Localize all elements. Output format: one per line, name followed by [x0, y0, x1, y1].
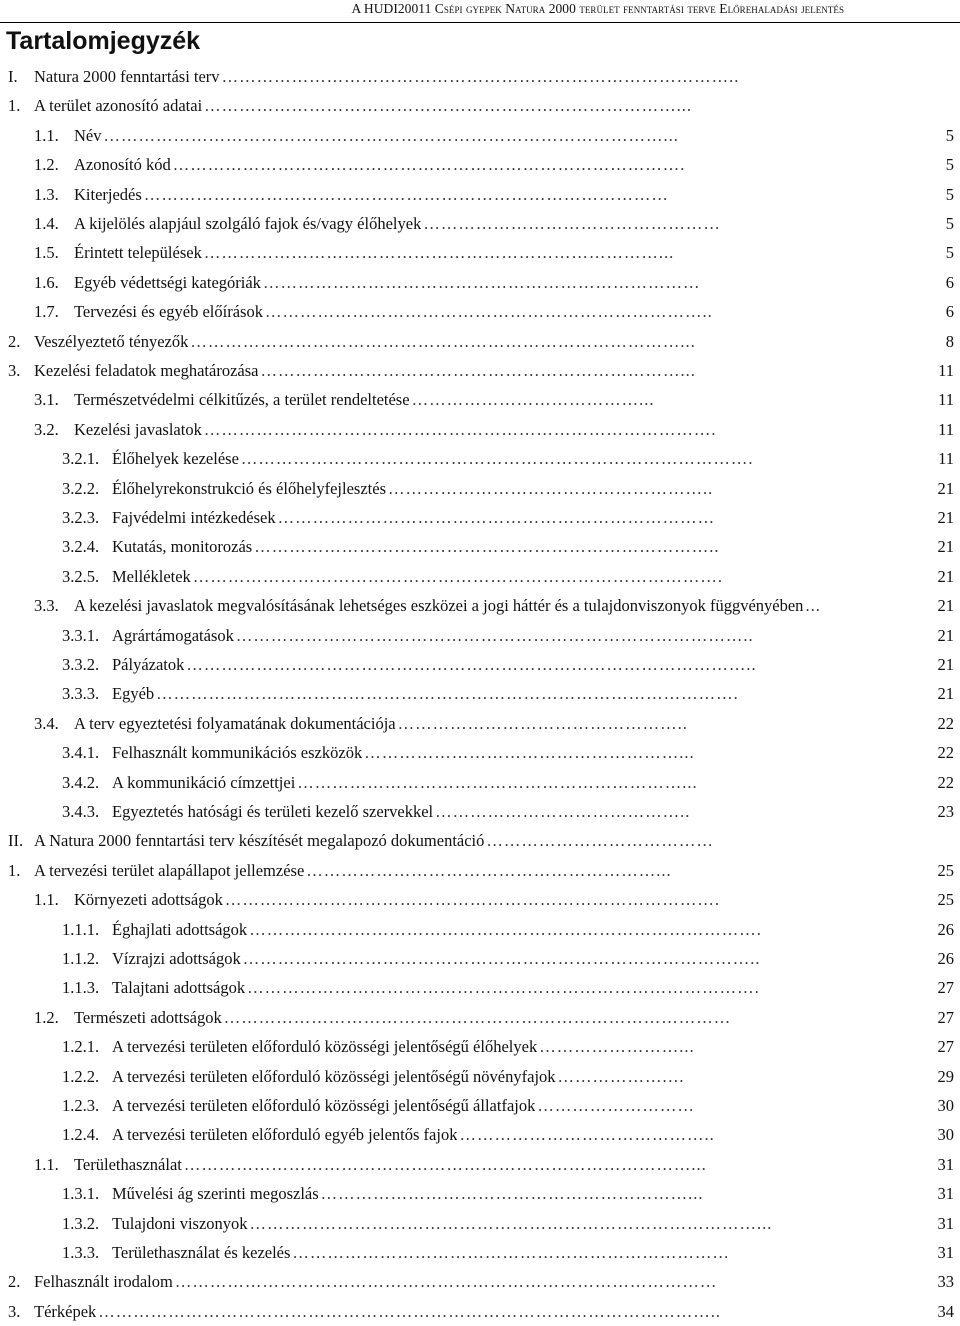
toc-entry-number: 3.4.1.	[62, 743, 100, 763]
toc-entry[interactable]	[0, 562, 960, 591]
toc-page-number: 26	[937, 949, 954, 968]
toc-entry-number: 1.	[8, 860, 21, 880]
toc-entry-number: 1.2.1.	[62, 1037, 100, 1057]
toc-entry[interactable]	[0, 356, 960, 385]
toc-entry[interactable]	[0, 826, 960, 855]
toc-page-number: 5	[945, 155, 954, 175]
toc-entry-number: I.	[8, 67, 18, 86]
toc-entry-number: 3.1.	[34, 390, 59, 410]
toc-page-number: 25	[937, 890, 954, 910]
toc-entry-label: Felhasznált irodalom	[34, 1272, 173, 1292]
toc-entry[interactable]	[0, 797, 960, 826]
toc-entry[interactable]	[0, 709, 960, 738]
toc-entry-label: Pályázatok	[112, 655, 185, 674]
toc-page-number: 21	[937, 655, 954, 674]
toc-entry-number: 2.	[8, 1272, 21, 1292]
toc-entry-label: Éghajlati adottságok	[112, 919, 248, 939]
toc-page-number: 31	[937, 1154, 954, 1174]
toc-entry[interactable]	[0, 738, 960, 767]
toc-page-number: 31	[937, 1213, 954, 1233]
toc-leader-dots: ……………………………………………………………………………...	[183, 1154, 707, 1174]
toc-entry-number: 3.3.	[34, 596, 59, 616]
toc-page-number: 11	[938, 361, 954, 380]
toc-page-number: 34	[937, 1301, 954, 1321]
toc-entry-label: Fajvédelmi intézkedések	[112, 508, 276, 527]
toc-entry[interactable]	[0, 591, 960, 620]
toc-page-number: 27	[937, 1037, 954, 1057]
toc-leader-dots: …………………………………………………………………………...	[190, 331, 696, 351]
toc-leader-dots: ………………………………………………………………...	[260, 361, 696, 380]
toc-entry-number: 1.3.	[34, 184, 59, 204]
toc-entry-number: 3.4.2.	[62, 772, 100, 792]
toc-page-number: 22	[937, 743, 954, 763]
toc-entry-label: A tervezési területen előforduló közösségi jelentőségű állatfajok	[112, 1096, 536, 1115]
toc-entry-number: 3.2.3.	[62, 508, 100, 527]
toc-page-number: 23	[937, 802, 954, 821]
toc-entry-number: 1.2.	[34, 155, 59, 175]
toc-leader-dots: ……………………………………………………………………………	[223, 1007, 732, 1027]
toc-leader-dots: ……………………………………..	[435, 802, 691, 821]
toc-leader-dots: …………………………………………………………………	[262, 272, 701, 292]
toc-entry-label: A Natura 2000 fenntartási terv készítését megalapozó dokumentáció	[34, 831, 485, 851]
toc-leader-dots: ………………………………………………...	[364, 743, 695, 763]
toc-page-number: 27	[937, 978, 954, 998]
toc-entry-label: Talajtani adottságok	[112, 978, 246, 998]
toc-entry[interactable]	[0, 944, 960, 973]
toc-entry[interactable]	[0, 444, 960, 473]
running-header-text: A HUDI20011 Csépi gyepek Natura 2000 terület fenntartási terve Előrehaladási jelentés	[351, 1, 844, 16]
toc-entry-number: 3.2.5.	[62, 566, 100, 586]
toc-entry-number: 1.6.	[34, 272, 59, 292]
toc-leader-dots: ……………………………………………………………………………………………..	[98, 1301, 722, 1321]
toc-entry-number: 1.	[8, 96, 21, 116]
toc-entry[interactable]	[0, 768, 960, 797]
toc-leader-dots: …………………………………………………………………………….	[247, 978, 760, 998]
toc-entry-number: 2.	[8, 331, 21, 351]
toc-page-number: 5	[945, 243, 954, 263]
toc-leader-dots: ………………………………………………………………………….	[224, 890, 721, 910]
toc-entry-label: Kutatás, monitorozás	[112, 537, 253, 557]
toc-leader-dots: ……………………………………………………………………………..	[221, 67, 740, 86]
toc-leader-dots: …………………………………	[486, 831, 714, 851]
toc-leader-dots: ……………………………………………	[423, 214, 721, 233]
toc-entry-number: 1.2.3.	[62, 1096, 100, 1115]
toc-entry-label: Területhasználat	[74, 1154, 182, 1174]
toc-entry-number: 3.2.1.	[62, 449, 100, 469]
toc-entry-number: 1.1.3.	[62, 978, 100, 998]
toc-leader-dots: ………………………………………………………...	[320, 1184, 704, 1204]
toc-page-number: 21	[937, 596, 954, 616]
toc-entry[interactable]	[0, 503, 960, 532]
toc-entry-label: Művelési ág szerinti megoszlás	[112, 1184, 319, 1204]
toc-entry-label: Területhasználat és kezelés	[112, 1243, 291, 1262]
toc-leader-dots: ……………………………………………………………………………………..	[186, 655, 757, 674]
toc-page-number: 11	[938, 390, 954, 410]
toc-leader-dots: ………………………………………………..	[388, 478, 714, 498]
toc-entry-label: Natura 2000 fenntartási terv	[34, 67, 220, 86]
toc-page-number: 21	[937, 566, 954, 586]
toc-leader-dots: ……………………………………………………...	[306, 860, 672, 880]
toc-leader-dots: …………………………………...	[411, 390, 655, 410]
toc-page-number: 21	[937, 625, 954, 645]
toc-page-number: 5	[945, 184, 954, 204]
toc-leader-dots: ……………………………………………………………………………...	[249, 1213, 773, 1233]
toc-entry[interactable]	[0, 1150, 960, 1179]
toc-entry-label: Mellékletek	[112, 566, 191, 586]
toc-entry-number: 3.4.	[34, 713, 59, 733]
toc-entry-number: 3.	[8, 361, 21, 380]
toc-page-number: 22	[937, 772, 954, 792]
toc-entry[interactable]	[0, 415, 960, 444]
toc-entry-number: 1.1.	[34, 1154, 59, 1174]
toc-entry-label: Kezelési feladatok meghatározása	[34, 361, 259, 380]
toc-entry[interactable]	[0, 209, 960, 238]
toc-entry-number: 3.4.3.	[62, 802, 100, 821]
toc-entry[interactable]	[0, 238, 960, 267]
toc-entry-label: Egyeztetés hatósági és területi kezelő szervekkel	[112, 802, 434, 821]
toc-entry-label: Veszélyeztető tényezők	[34, 331, 189, 351]
page-title: Tartalomjegyzék	[6, 27, 201, 55]
toc-entry-number: 1.1.2.	[62, 949, 100, 968]
toc-page-number: 5	[945, 125, 954, 145]
toc-entry-label: A kezelési javaslatok megvalósításának lehetséges eszközei a jogi háttér és a tulajdonviszonyok függvényében	[74, 596, 804, 616]
toc-entry-number: 1.5.	[34, 243, 59, 263]
toc-entry-number: 1.3.2.	[62, 1213, 100, 1233]
toc-entry-label: Agrártámogatások	[112, 625, 234, 645]
toc-entry-number: 1.7.	[34, 302, 59, 322]
toc-leader-dots: ………………………………………………………………………………	[143, 184, 669, 204]
toc-page-number: 30	[937, 1096, 954, 1115]
toc-leader-dots: ……………………………………………………………………………………...	[103, 125, 679, 145]
toc-leader-dots: ……………….…	[557, 1066, 686, 1086]
toc-page-number: 26	[937, 919, 954, 939]
running-header	[0, 0, 960, 23]
toc-entry-number: 1.4.	[34, 214, 59, 233]
toc-entry[interactable]	[0, 885, 960, 914]
toc-leader-dots: …………………………………………………………………………….	[249, 919, 762, 939]
toc-page-number: 27	[937, 1007, 954, 1027]
toc-entry-number: 1.1.	[34, 125, 59, 145]
toc-leader-dots: …………………………………………………………………………….	[240, 449, 754, 469]
toc-entry-number: 3.2.	[34, 419, 59, 439]
toc-leader-dots: …………………………………………………………………………………	[174, 1272, 718, 1292]
toc-entry-label: Tulajdoni viszonyok	[112, 1213, 248, 1233]
toc-page-number: 8	[945, 331, 954, 351]
toc-entry-number: 3.3.1.	[62, 625, 100, 645]
toc-entry[interactable]	[0, 1238, 960, 1267]
toc-leader-dots: …………………………………………………………...	[297, 772, 698, 792]
toc-leader-dots: …………………………………………………………………	[292, 1243, 730, 1262]
toc-entry-label: Kezelési javaslatok	[74, 419, 202, 439]
toc-entry-number: 1.2.4.	[62, 1125, 100, 1145]
toc-page-number: 21	[937, 478, 954, 498]
toc-entry-label: Vízrajzi adottságok	[112, 949, 241, 968]
toc-entry-label: Felhasznált kommunikációs eszközök	[112, 743, 363, 763]
toc-entry[interactable]	[0, 268, 960, 297]
toc-entry-number: II.	[8, 831, 24, 851]
toc-leader-dots: ………………………………………………………………………...	[204, 96, 693, 116]
toc-entry-label: Élőhelyrekonstrukció és élőhelyfejlesztés	[112, 478, 386, 498]
toc-page-number: 21	[937, 684, 954, 704]
toc-entry[interactable]	[0, 915, 960, 944]
toc-entry-label: Azonosító kód	[74, 155, 171, 175]
toc-leader-dots: ……………………………………………………………………………..	[235, 625, 754, 645]
toc-page-number: 22	[937, 713, 954, 733]
toc-entry[interactable]	[0, 1091, 960, 1120]
toc-entry[interactable]	[0, 973, 960, 1002]
toc-entry[interactable]	[0, 856, 960, 885]
toc-entry[interactable]	[0, 1120, 960, 1149]
toc-entry-label: A terv egyeztetési folyamatának dokumentációja	[74, 713, 396, 733]
toc-page-number: 31	[937, 1184, 954, 1204]
toc-entry[interactable]	[0, 180, 960, 209]
toc-entry[interactable]	[0, 650, 960, 679]
toc-entry-number: 3.3.2.	[62, 655, 100, 674]
toc-page-number: 6	[945, 302, 954, 322]
toc-leader-dots: …………………………………………..	[397, 713, 688, 733]
toc-entry-number: 3.2.4.	[62, 537, 100, 557]
toc-entry[interactable]	[0, 1003, 960, 1032]
toc-entry[interactable]	[0, 474, 960, 503]
toc-leader-dots: …………………………………………………………………………….	[203, 419, 717, 439]
toc-entry-label: A terület azonosító adatai	[34, 96, 203, 116]
toc-entry-number: 1.1.	[34, 890, 59, 910]
toc-page-number: 21	[937, 508, 954, 527]
toc-entry[interactable]	[0, 327, 960, 356]
toc-entry[interactable]	[0, 1297, 960, 1326]
toc-page-number: 11	[938, 419, 954, 439]
toc-page-number: 25	[937, 860, 954, 880]
toc-page-number: 21	[937, 537, 954, 557]
toc-entry[interactable]	[0, 1062, 960, 1091]
toc-leader-dots: ...	[805, 596, 821, 616]
toc-entry[interactable]	[0, 62, 960, 91]
toc-entry-label: A kijelölés alapjául szolgáló fajok és/vagy élőhelyek	[74, 214, 422, 233]
toc-entry-label: A tervezési területen előforduló közösségi jelentőségű növényfajok	[112, 1066, 556, 1086]
toc-entry[interactable]	[0, 679, 960, 708]
toc-entry[interactable]	[0, 121, 960, 150]
toc-leader-dots: ………………………	[537, 1096, 695, 1115]
toc-page-number: 6	[945, 272, 954, 292]
toc-entry-number: 1.1.1.	[62, 919, 100, 939]
toc-entry-label: Tervezési és egyéb előírások	[74, 302, 263, 322]
toc-entry-label: Érintett települések	[74, 243, 202, 263]
toc-entry[interactable]	[0, 1209, 960, 1238]
toc-entry-number: 1.2.	[34, 1007, 59, 1027]
toc-entry[interactable]	[0, 1179, 960, 1208]
toc-entry-label: Egyéb védettségi kategóriák	[74, 272, 261, 292]
toc-entry-number: 3.	[8, 1301, 21, 1321]
toc-page-number: 29	[937, 1066, 954, 1086]
toc-page-number: 31	[937, 1243, 954, 1262]
toc-leader-dots: ……………………………………………………………………...	[203, 243, 675, 263]
toc-entry-label: Élőhelyek kezelése	[112, 449, 239, 469]
toc-page-number: 33	[937, 1272, 954, 1292]
toc-leader-dots: ……………………...	[539, 1037, 695, 1057]
toc-entry-label: Természeti adottságok	[74, 1007, 222, 1027]
toc-entry[interactable]	[0, 385, 960, 414]
toc-entry[interactable]	[0, 91, 960, 120]
toc-leader-dots: …………………………………………………………………………….	[172, 155, 686, 175]
toc-page-number: 11	[938, 449, 954, 469]
toc-leader-dots: ……………………………………………………………………..	[254, 537, 720, 557]
toc-leader-dots: ……………………………………………………………………………..	[242, 949, 761, 968]
toc-leader-dots: ……………………………………..	[459, 1125, 715, 1145]
toc-entry-number: 3.2.2.	[62, 478, 100, 498]
toc-leader-dots: ……………………………………………………………………………………….	[156, 684, 739, 704]
toc-entry[interactable]	[0, 621, 960, 650]
toc-entry-label: Egyéb	[112, 684, 155, 704]
toc-entry[interactable]	[0, 532, 960, 561]
toc-entry-number: 3.3.3.	[62, 684, 100, 704]
toc-entry-label: Természetvédelmi célkitűzés, a terület rendeltetése	[74, 390, 410, 410]
toc-entry-label: Környezeti adottságok	[74, 890, 223, 910]
toc-entry-label: A tervezési területen előforduló közösségi jelentőségű élőhelyek	[112, 1037, 538, 1057]
toc-leader-dots: …………………………………………………………………..	[264, 302, 713, 322]
toc-entry-label: A tervezési terület alapállapot jellemzése	[34, 860, 305, 880]
toc-entry[interactable]	[0, 150, 960, 179]
toc-entry-label: Kiterjedés	[74, 184, 142, 204]
toc-entry[interactable]	[0, 1267, 960, 1296]
toc-entry-number: 1.2.2.	[62, 1066, 100, 1086]
toc-page-number: 30	[937, 1125, 954, 1145]
toc-entry[interactable]	[0, 297, 960, 326]
toc-entry-label: A tervezési területen előforduló egyéb jelentős fajok	[112, 1125, 458, 1145]
toc-page-number: 5	[945, 214, 954, 233]
toc-entry-label: A kommunikáció címzettjei	[112, 772, 296, 792]
toc-entry[interactable]	[0, 1032, 960, 1061]
toc-entry-label: Térképek	[34, 1301, 97, 1321]
toc-entry-label: Név	[74, 125, 102, 145]
toc-entry-number: 1.3.1.	[62, 1184, 100, 1204]
toc-leader-dots: ……………………………………………………………………………….	[192, 566, 723, 586]
toc-leader-dots: …………………………………………………………………	[277, 508, 716, 527]
toc-entry-number: 1.3.3.	[62, 1243, 100, 1262]
